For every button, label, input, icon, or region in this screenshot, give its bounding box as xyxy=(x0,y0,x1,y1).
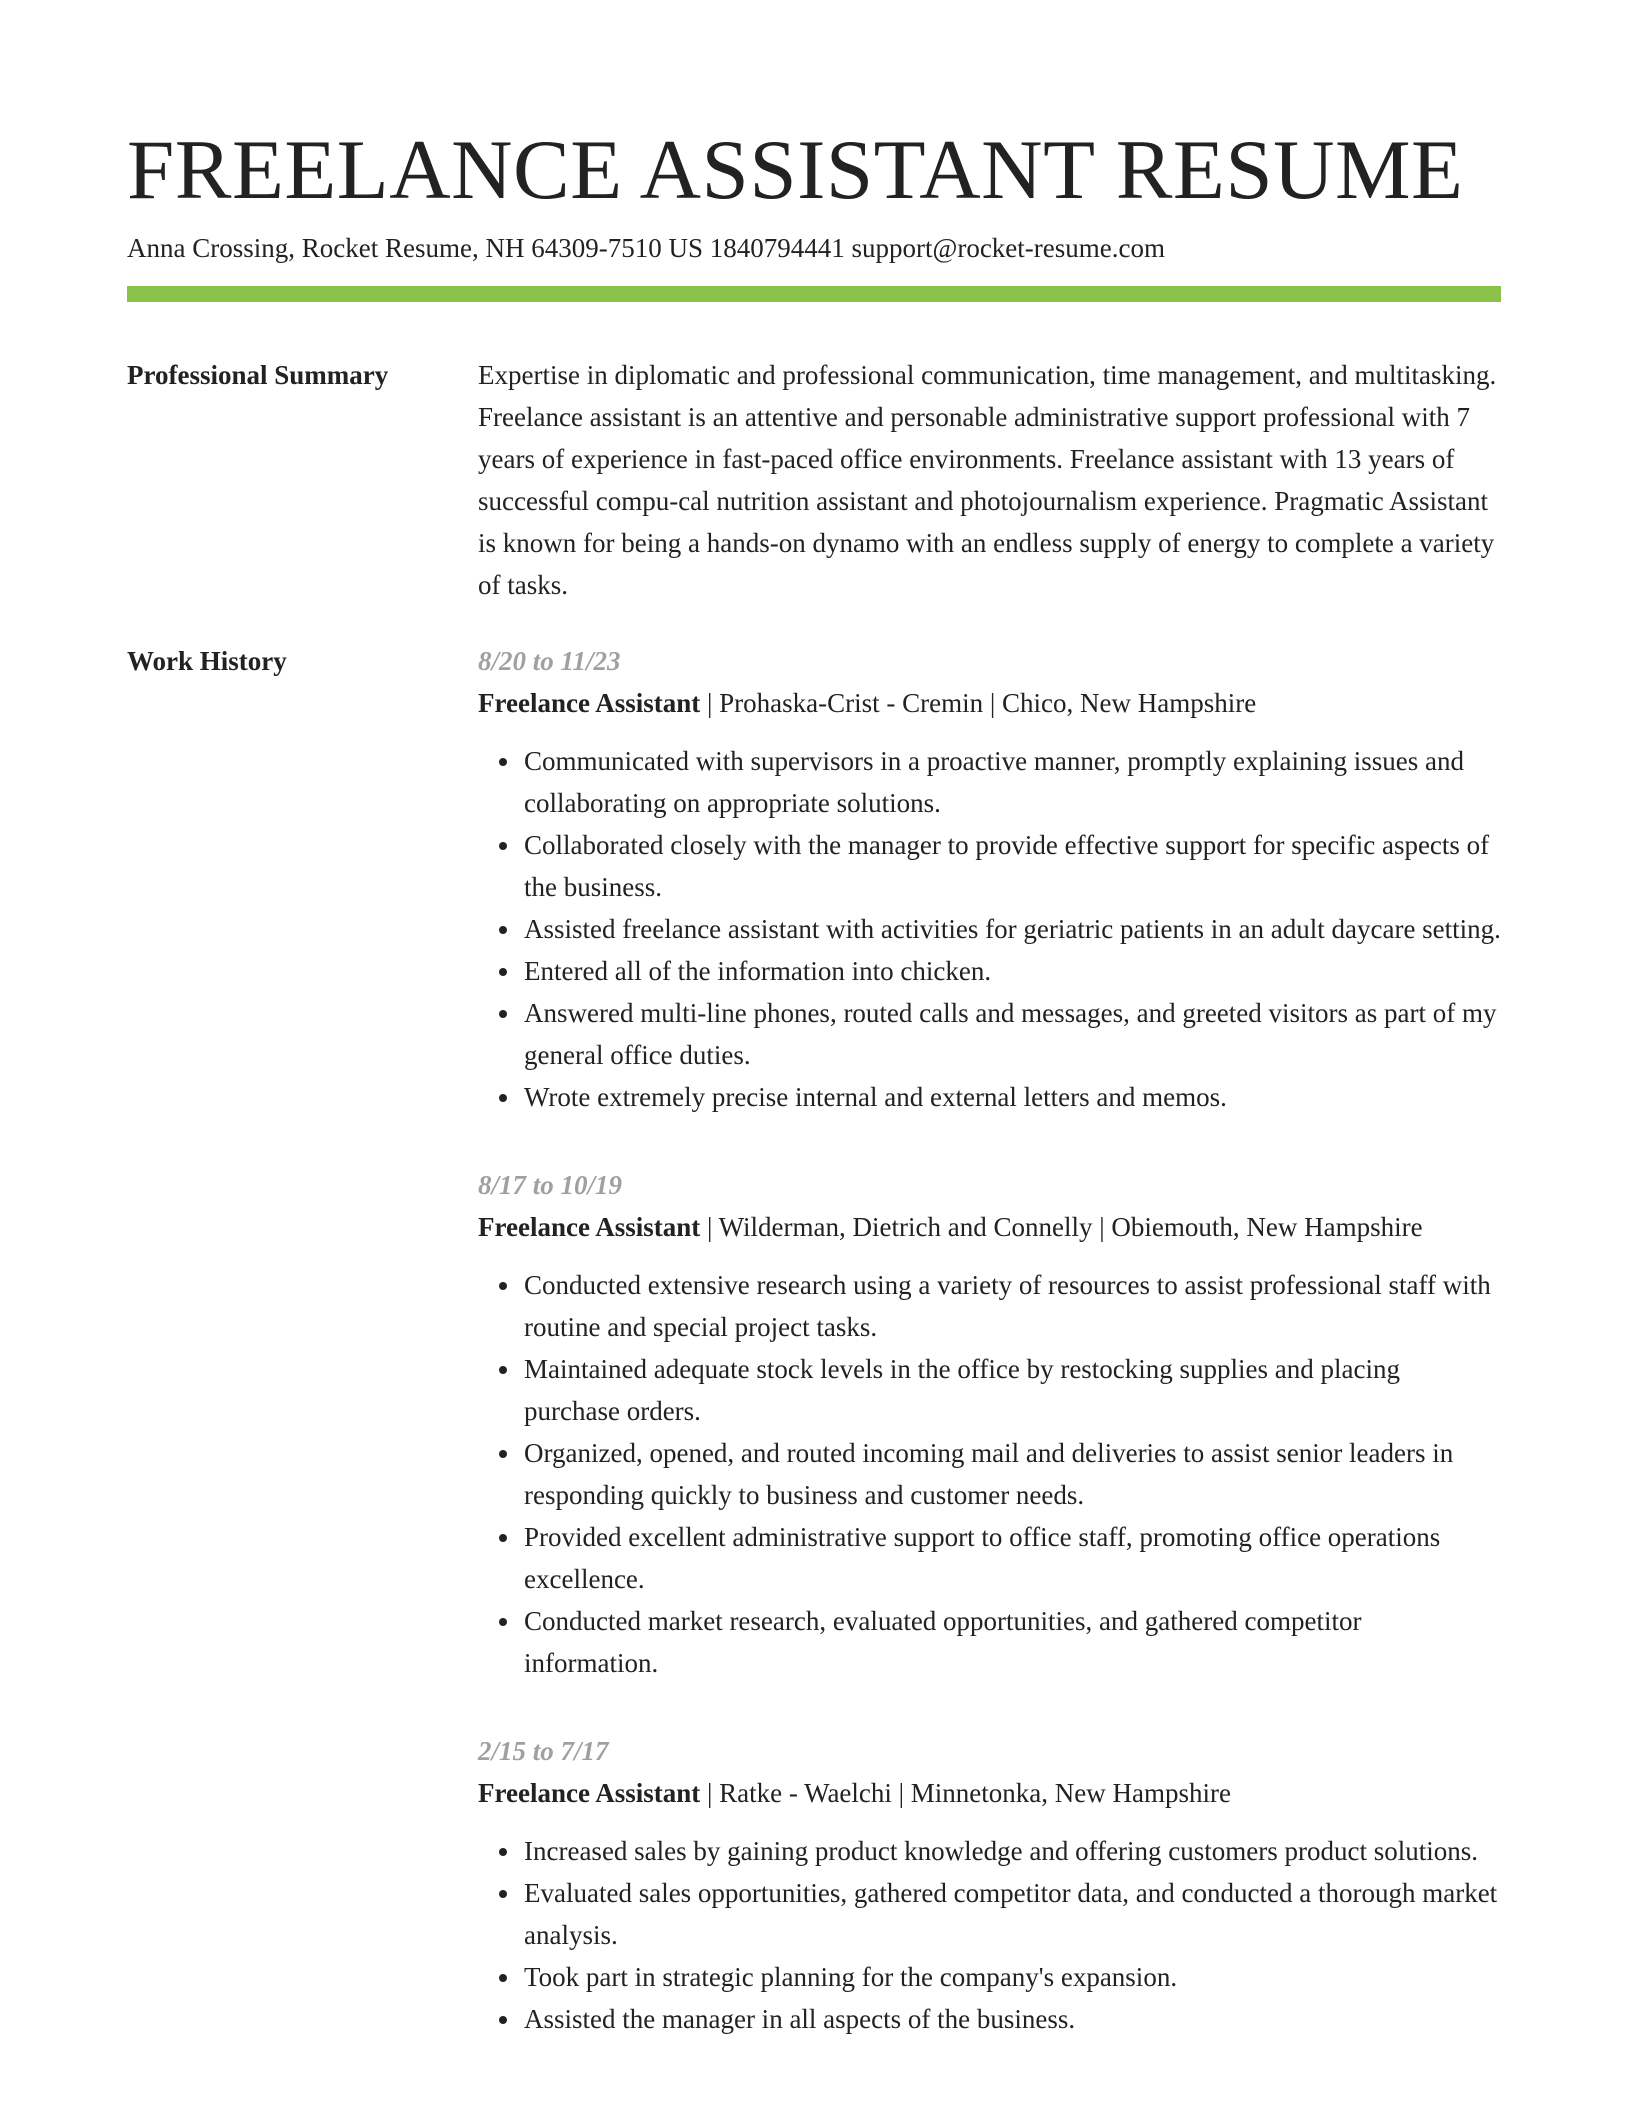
job-bullets xyxy=(478,1264,1501,1684)
job-details: | Ratke - Waelchi | Minnetonka, New Hampshire xyxy=(700,1778,1231,1808)
summary-text: Expertise in diplomatic and professional communication, time management, and multitasking. Freelance assistant is an attentive and personable administrative support professional with 7 years of experience in fast-paced office environments. Freelance assistant with 13 years of successful compu-cal nutrition assistant and photojournalism experience. Pragmatic Assistant is known for being a hands-on dynamo with an endless supply of energy to complete a variety of tasks. xyxy=(478,360,1497,600)
summary-section xyxy=(127,354,1501,606)
work-history-list xyxy=(478,640,1501,2086)
work-history-section xyxy=(127,640,1501,2086)
job-entry xyxy=(478,640,1501,1118)
contact-info: Anna Crossing, Rocket Resume, NH 64309-7510 US 1840794441 support@rocket-resume.com xyxy=(127,233,1165,263)
list-item: • Maintained adequate stock levels in the office by restocking supplies and placing purchase orders. xyxy=(522,1348,1501,1432)
accent-divider xyxy=(127,286,1501,302)
summary-label: Professional Summary xyxy=(127,360,389,390)
page-title: FREELANCE ASSISTANT RESUME xyxy=(127,123,1464,217)
list-item: • Organized, opened, and routed incoming mail and deliveries to assist senior leaders in responding quickly to business and customer needs. xyxy=(522,1432,1501,1516)
list-item: • Collaborated closely with the manager to provide effective support for specific aspects of the business. xyxy=(522,824,1501,908)
job-entry xyxy=(478,1730,1501,2040)
list-item: • Assisted freelance assistant with activities for geriatric patients in an adult daycare setting. xyxy=(522,908,1501,950)
job-bullets xyxy=(478,1830,1501,2040)
job-heading xyxy=(478,682,1501,724)
list-item: • Evaluated sales opportunities, gathered competitor data, and conducted a thorough market analysis. xyxy=(522,1872,1501,1956)
job-details: | Prohaska-Crist - Cremin | Chico, New Hampshire xyxy=(700,688,1257,718)
work-history-label: Work History xyxy=(127,646,287,676)
job-heading xyxy=(478,1772,1501,1814)
list-item: • Assisted the manager in all aspects of the business. xyxy=(522,1998,1501,2040)
list-item: • Took part in strategic planning for the company's expansion. xyxy=(522,1956,1501,1998)
job-title: Freelance Assistant xyxy=(478,1778,701,1808)
list-item: • Entered all of the information into chicken. xyxy=(522,950,1501,992)
list-item: • Conducted extensive research using a variety of resources to assist professional staff with routine and special project tasks. xyxy=(522,1264,1501,1348)
list-item: • Conducted market research, evaluated opportunities, and gathered competitor information. xyxy=(522,1600,1501,1684)
job-title: Freelance Assistant xyxy=(478,688,701,718)
job-title: Freelance Assistant xyxy=(478,1212,701,1242)
list-item: • Wrote extremely precise internal and external letters and memos. xyxy=(522,1076,1501,1118)
list-item: • Communicated with supervisors in a proactive manner, promptly explaining issues and collaborating on appropriate solutions. xyxy=(522,740,1501,824)
list-item: • Provided excellent administrative support to office staff, promoting office operations excellence. xyxy=(522,1516,1501,1600)
job-dates: 8/20 to 11/23 xyxy=(478,646,621,676)
job-entry xyxy=(478,1164,1501,1684)
list-item: • Increased sales by gaining product knowledge and offering customers product solutions. xyxy=(522,1830,1501,1872)
job-bullets xyxy=(478,740,1501,1118)
job-dates: 2/15 to 7/17 xyxy=(478,1736,609,1766)
list-item: • Answered multi-line phones, routed calls and messages, and greeted visitors as part of my general office duties. xyxy=(522,992,1501,1076)
job-details: | Wilderman, Dietrich and Connelly | Obiemouth, New Hampshire xyxy=(700,1212,1423,1242)
job-dates: 8/17 to 10/19 xyxy=(478,1170,623,1200)
job-heading xyxy=(478,1206,1501,1248)
resume-page xyxy=(127,120,1501,2086)
